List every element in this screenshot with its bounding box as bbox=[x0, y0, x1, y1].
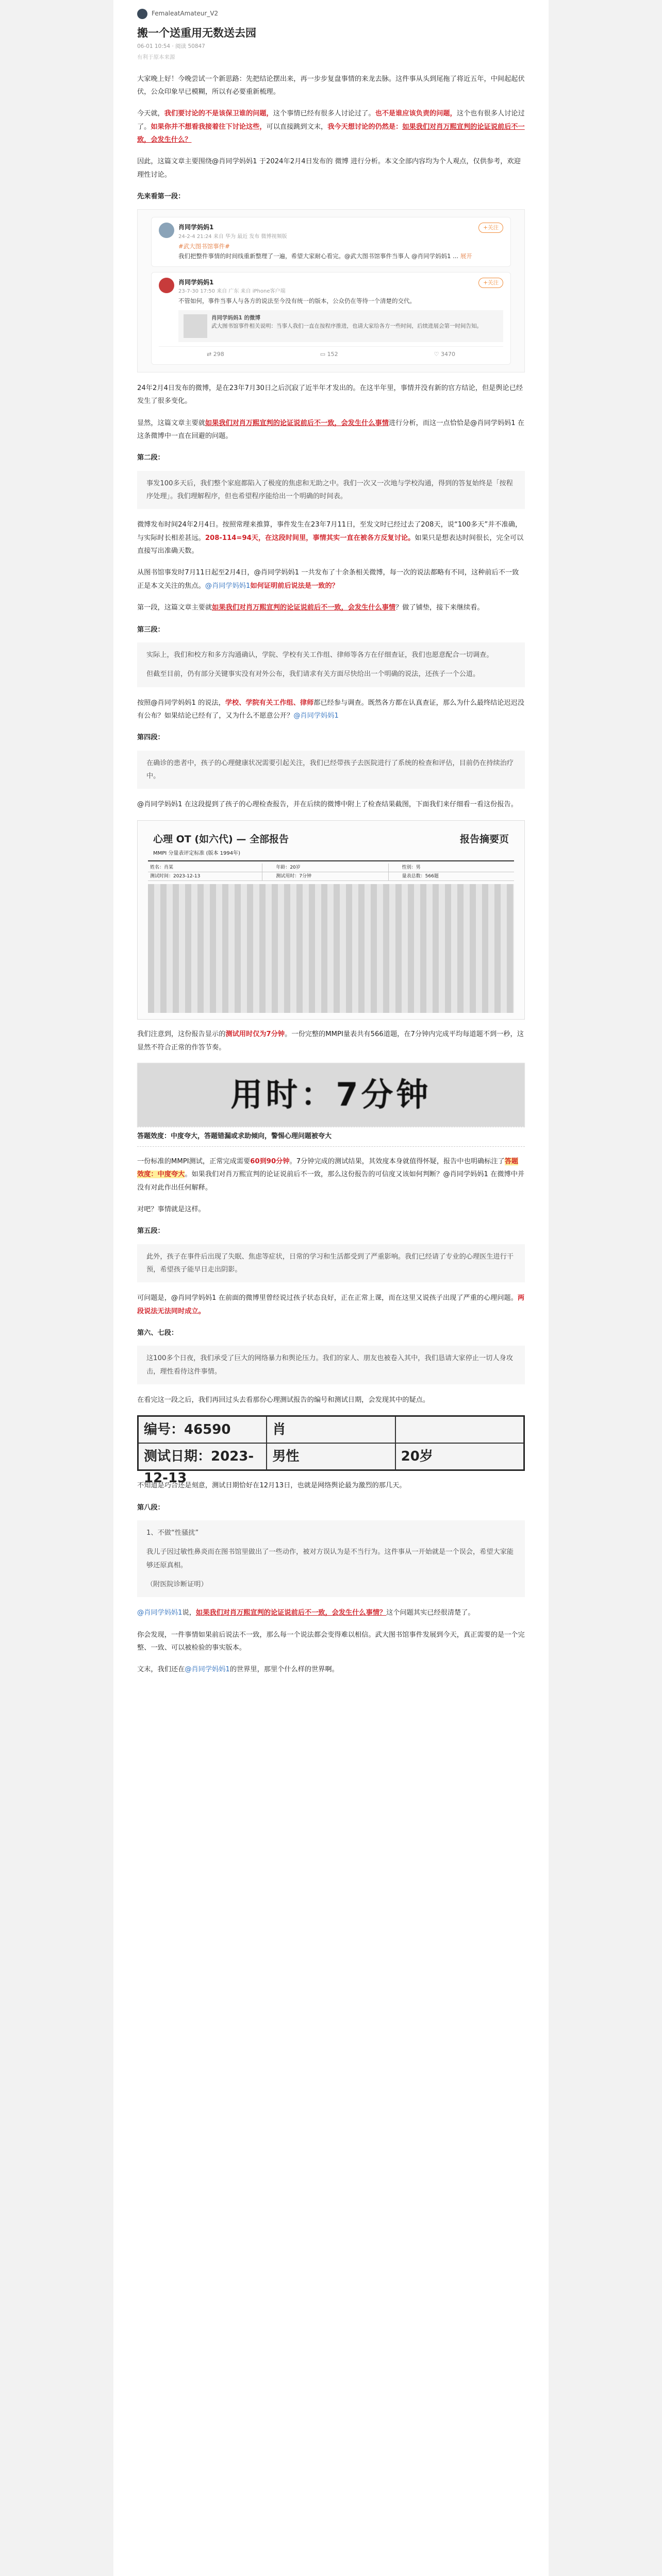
article-title: 搬一个送重用无数送去园 bbox=[137, 27, 256, 39]
paragraph: 显然，这篇文章主要就如果我们对肖万熙宣判的论证说前后不一致，会发生什么事情进行分析，而这一点恰恰是@肖同学妈妈1 在这条微博中一直在回避的问题。 bbox=[137, 419, 525, 440]
mention-link[interactable]: @肖同学妈妈1 bbox=[137, 1609, 183, 1617]
paragraph: 今天就，我们要讨论的不是该保卫谁的问题，这个事情已经有很多人讨论过了。也不是谁应该负责的问题，这个也有很多人讨论过了。如果你并不想看我接着往下讨论这些，可以直接跳到文末，我今天想讨论的仍然是：如果我们对肖万熙宣判的论证说前后不一致，会发生什么？ bbox=[137, 110, 525, 144]
like-icon: ♡ bbox=[434, 350, 439, 358]
quoted-thumbnail bbox=[184, 314, 207, 338]
paragraph: 对吧？事情就是这样。 bbox=[137, 1205, 205, 1213]
report-title: 心理 OT (如六代) — 全部报告 bbox=[153, 833, 289, 845]
paragraph: 因此，这篇文章主要围绕@肖同学妈妈1 于2024年2月4日发布的 微博 进行分析。本文全部内容均为个人观点，仅供参考，欢迎理性讨论。 bbox=[137, 158, 521, 179]
report-subtitle: MMPI 分量表评定标准 (版本 1994年) bbox=[153, 851, 241, 857]
weibo-quoted-post[interactable]: 肖同学妈妈1 的微博 武大图书馆事件相关说明：当事人我们一直在按程序推进，也请大家给各方一些时间，后续进展会第一时间告知。 bbox=[178, 310, 503, 342]
test-info-image: 编号：46590 肖 测试日期：2023-12-13 男性 20岁 bbox=[137, 1415, 525, 1471]
section-heading: 第六、七段： bbox=[137, 1329, 178, 1337]
weibo-actions bbox=[159, 346, 503, 359]
mention-link[interactable]: @肖同学妈妈1 bbox=[205, 582, 251, 590]
expand-link[interactable]: 展开 bbox=[460, 252, 472, 260]
blockquote: 在确诊的患者中，孩子的心理健康状况需要引起关注，我们已经带孩子去医院进行了系统的检查和评估，目前仍在持续治疗中。 bbox=[137, 751, 525, 789]
paragraph: @肖同学妈妈1说，如果我们对肖万熙宣判的论证说前后不一致，会发生什么事情？这个问题其实已经很清楚了。 bbox=[137, 1609, 475, 1617]
paragraph: 24年2月4日发布的微博，是在23年7月30日之后沉寂了近半年才发出的。在这半年里，事情并没有新的官方结论，但是舆论已经发生了很多变化。 bbox=[137, 384, 523, 405]
comment-icon: ▭ bbox=[320, 350, 326, 358]
follow-button[interactable]: +关注 bbox=[478, 278, 503, 288]
paragraph: @肖同学妈妈1 在这段提到了孩子的心理检查报告，并在后续的微博中附上了检查结果截图，下面我们来仔细看一看这份报告。 bbox=[137, 801, 518, 809]
section-heading: 先来看第一段： bbox=[137, 193, 185, 201]
paragraph: 不知道是巧合还是刻意，测试日期恰好在12月13日，也就是网络舆论最为激烈的那几天。 bbox=[137, 1482, 406, 1490]
article-column bbox=[113, 0, 549, 2576]
paragraph: 你会发现，一件事情如果前后说法不一致，那么每一个说法都会变得难以相信。武大图书馆事件发展到今天，真正需要的是一个完整、一致、可以被检验的事实版本。 bbox=[137, 1631, 525, 1652]
report-row: 姓名：肖某 年龄：20岁 性别：男 bbox=[148, 863, 514, 872]
section-heading: 第二段： bbox=[137, 454, 164, 462]
paragraph: 在看完这一段之后，我们再回过头去看那份心理测试报告的编号和测试日期，会发现其中的疑点。 bbox=[137, 1396, 430, 1404]
weibo-text: 我们把整件事情的时间线重新整理了一遍，希望大家耐心看完。@武大图书馆事件当事人 @肖同学妈妈1 ... bbox=[178, 252, 459, 260]
weibo-username[interactable]: 肖同学妈妈1 bbox=[178, 224, 214, 231]
weibo-avatar[interactable] bbox=[159, 278, 174, 293]
article-meta: 06-01 10:54 · 阅读 50847 bbox=[137, 43, 205, 50]
weibo-card bbox=[151, 217, 511, 266]
author-avatar[interactable] bbox=[137, 9, 147, 19]
repost-icon: ⇄ bbox=[207, 350, 212, 358]
paragraph: 微博发布时间24年2月4日。按照常理来推算，事件发生在23年7月11日，至发文时已经过去了208天，说“100多天”并不准确，与实际时长相差甚远。208-114=94天，在这段时间里，事情其实一直在被各方反复讨论。如果只是想表达时间很长，完全可以直接写出准确天数。 bbox=[137, 521, 524, 555]
blockquote: 这100多个日夜，我们承受了巨大的网络暴力和舆论压力。我们的家人、朋友也被卷入其中，我们恳请大家停止一切人身攻击，理性看待这件事情。 bbox=[137, 1346, 525, 1384]
blockquote: 1、不做“性骚扰” 我儿子因过敏性鼻炎而在图书馆里做出了一些动作，被对方误认为是不当行为。这件事从一开始就是一个误会，希望大家能够还原真相。 （附医院诊断证明） bbox=[137, 1520, 525, 1597]
report-image bbox=[137, 820, 525, 1020]
weibo-username[interactable]: 肖同学妈妈1 bbox=[178, 278, 214, 286]
weibo-topic-link[interactable]: #武大图书馆事件# bbox=[178, 242, 230, 250]
paragraph: 我们注意到，这份报告显示的测试用时仅为7分钟。一份完整的MMPI量表共有566道题，在7分钟内完成平均每道题不到一秒，这显然不符合正常的作答节奏。 bbox=[137, 1030, 524, 1052]
paragraph: 第一段，这篇文章主要就如果我们对肖万熙宣判的论证说前后不一致，会发生什么事情？做了铺垫，接下来继续看。 bbox=[137, 604, 484, 612]
section-heading: 第三段： bbox=[137, 625, 164, 634]
report-row: 测试时间：2023-12-13 测试用时：7分钟 量表总数：566题 bbox=[148, 872, 514, 881]
paragraph: 从图书馆事发时7月11日起至2月4日，@肖同学妈妈1 一共发布了十余条相关微博，每一次的说法都略有不同，这种前后不一致正是本文关注的焦点。@肖同学妈妈1如何证明前后说法是一致的？ bbox=[137, 569, 519, 590]
paragraph: 一份标准的MMPI测试，正常完成需要60到90分钟。7分钟完成的测试结果，其效度本身就值得怀疑，报告中也明确标注了答题效度：中度夸大。如果我们对肖万熙宣判的论证说前后不一致，那么这份报告的可信度又该如何判断？@肖同学妈妈1 在微博中并没有对此作出任何解释。 bbox=[137, 1157, 525, 1192]
paragraph: 按照@肖同学妈妈1 的说法，学校、学院有关工作组、律师都已经参与调查。既然各方都在认真查证，那么为什么最终结论迟迟没有公布？如果结论已经有了，又为什么不愿意公开？@肖同学妈妈1 bbox=[137, 699, 525, 720]
weibo-text: 不管如何，事件当事人与各方的说法至今没有统一的版本，公众仍在等待一个清楚的交代。 bbox=[178, 297, 416, 304]
like-button[interactable]: ♡ 3470 bbox=[434, 350, 455, 358]
paragraph: 可问题是，@肖同学妈妈1 在前面的微博里曾经说过孩子状态良好，正在正常上课，而在这里又说孩子出现了严重的心理问题。两段说法无法同时成立。 bbox=[137, 1294, 525, 1315]
repost-button[interactable]: ⇄ 298 bbox=[207, 350, 224, 358]
section-heading: 第四段： bbox=[137, 734, 164, 742]
weibo-card bbox=[151, 272, 511, 365]
blockquote: 事发100多天后，我们整个家庭都陷入了极度的焦虑和无助之中。我们一次又一次地与学校沟通，得到的答复始终是「按程序处理」。我们理解程序，但也希望程序能给出一个明确的时间表。 bbox=[137, 471, 525, 510]
blockquote: 此外，孩子在事件后出现了失眠、焦虑等症状，日常的学习和生活都受到了严重影响。我们已经请了专业的心理医生进行干预，希望孩子能早日走出阴影。 bbox=[137, 1244, 525, 1283]
mention-link[interactable]: @肖同学妈妈1 bbox=[185, 1666, 230, 1674]
validity-caption: 答题效度：中度夸大，答题错漏或求助倾向，警惕心理问题被夸大 bbox=[137, 1127, 525, 1147]
author-bar bbox=[137, 7, 525, 21]
follow-button[interactable]: +关注 bbox=[478, 223, 503, 233]
section-heading: 第五段： bbox=[137, 1227, 164, 1235]
weibo-embed bbox=[137, 209, 525, 372]
mention-link[interactable]: @肖同学妈妈1 bbox=[293, 711, 339, 720]
author-name[interactable]: FemaleatAmateur_V2 bbox=[152, 10, 219, 18]
article-origin: 有利于原本来源 bbox=[137, 54, 175, 60]
report-scan-body bbox=[148, 884, 514, 1013]
comment-button[interactable]: ▭ 152 bbox=[320, 350, 338, 358]
paragraph: 文末，我们还在@肖同学妈妈1的世界里，那里个什么样的世界啊。 bbox=[137, 1666, 339, 1674]
weibo-avatar[interactable] bbox=[159, 223, 174, 238]
test-duration-image: 用时：7分钟 bbox=[137, 1063, 525, 1127]
report-right-title: 报告摘要页 bbox=[459, 833, 509, 845]
blockquote: 实际上，我们和校方和多方沟通确认，学院、学校有关工作组、律师等各方在仔细查证，我们也愿意配合一切调查。 但截至目前，仍有部分关键事实没有对外公布，我们请求有关方面尽快给出一个明确的说法，还孩子一个公道。 bbox=[137, 642, 525, 687]
paragraph: 大家晚上好！今晚尝试一个新思路：先把结论摆出来，再一步步复盘事情的来龙去脉。这件事从头到尾拖了将近五年，中间起起伏伏，公众印象早已模糊，所以有必要重新梳理。 bbox=[137, 75, 525, 96]
section-heading: 第八段： bbox=[137, 1503, 164, 1512]
weibo-timestamp: 23-7-30 17:50 来自 广东 来自 iPhone客户端 bbox=[178, 289, 286, 295]
weibo-timestamp: 24-2-4 21:24 来自 华为 最近 发布 微博视频版 bbox=[178, 234, 287, 240]
